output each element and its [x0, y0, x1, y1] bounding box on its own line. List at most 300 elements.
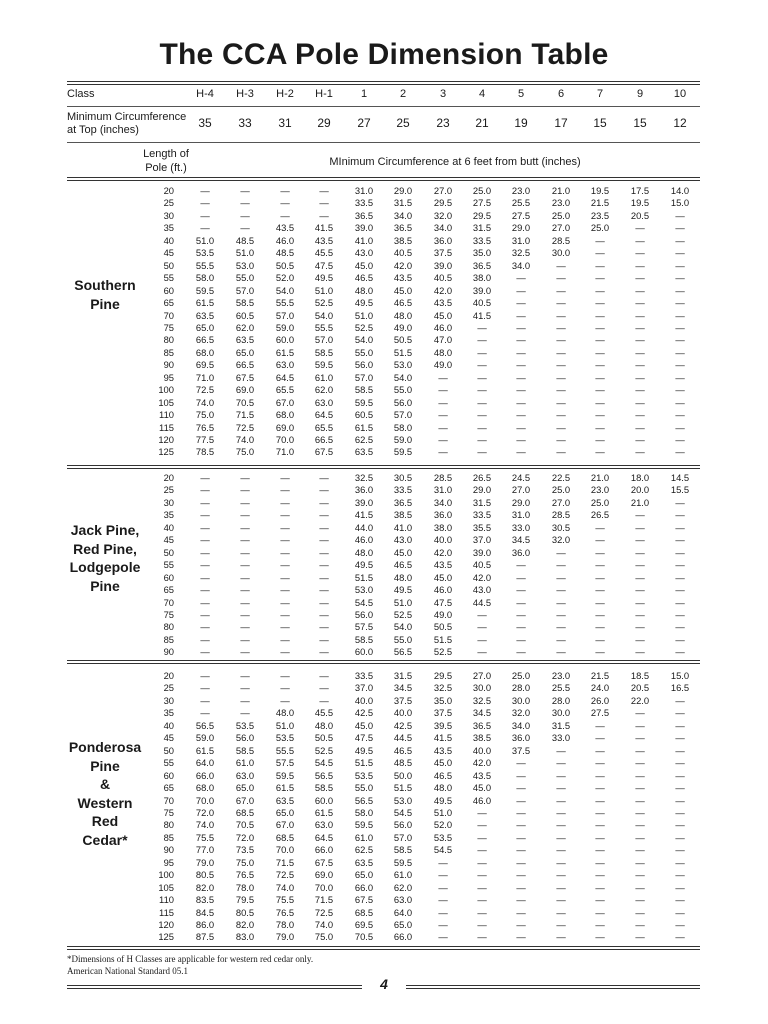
- circumference-cell: —: [635, 321, 645, 333]
- circumference-cell: 61.5: [195, 744, 215, 756]
- circumference-cell: —: [200, 472, 210, 483]
- circumference-cell: 69.0: [314, 869, 334, 881]
- circumference-cell: —: [556, 757, 566, 769]
- pole-length-cell: 95: [163, 856, 174, 868]
- species-name-line: Red Pine,: [73, 540, 137, 557]
- circumference-cell: 53.5: [354, 769, 374, 781]
- circumference-cell: 61.0: [235, 757, 255, 769]
- circumference-cell: 55.0: [393, 633, 413, 645]
- circumference-cell: 65.0: [275, 806, 295, 818]
- pole-length-cell: 90: [163, 646, 174, 658]
- circumference-cell: —: [675, 744, 685, 756]
- circumference-cell: 38.0: [472, 272, 492, 284]
- circumference-cell: 74.0: [195, 819, 215, 831]
- circumference-cell: —: [635, 396, 645, 408]
- circumference-cell: 51.0: [235, 247, 255, 259]
- circumference-cell: 28.5: [551, 509, 571, 521]
- circumference-cell: 66.5: [235, 359, 255, 371]
- circumference-cell: —: [438, 906, 448, 918]
- circumference-cell: 37.5: [433, 247, 453, 259]
- circumference-cell: 40.5: [433, 272, 453, 284]
- circumference-cell: 42.5: [393, 719, 413, 731]
- table-bottom-rule: [67, 946, 700, 947]
- circumference-cell: —: [280, 496, 290, 508]
- circumference-cell: 48.0: [433, 782, 453, 794]
- circumference-cell: 27.0: [511, 484, 531, 496]
- circumference-cell: —: [635, 707, 645, 719]
- circumference-cell: 55.5: [275, 744, 295, 756]
- circumference-cell: 63.5: [354, 446, 374, 458]
- pole-length-cell: 35: [163, 707, 174, 719]
- circumference-cell: 65.5: [275, 384, 295, 396]
- circumference-cell: 34.5: [511, 534, 531, 546]
- circumference-cell: 32.0: [433, 209, 453, 221]
- circumference-cell: —: [516, 559, 526, 571]
- pole-length-cell: 30: [163, 694, 174, 706]
- class-header-cell: 9: [636, 88, 644, 100]
- species-name-line: Pine: [90, 295, 120, 312]
- circumference-cell: —: [595, 919, 605, 930]
- circumference-cell: —: [240, 197, 250, 209]
- pole-length-cell: 40: [163, 719, 174, 731]
- circumference-cell: —: [516, 297, 526, 309]
- circumference-cell: 63.5: [235, 334, 255, 346]
- circumference-cell: —: [556, 596, 566, 608]
- circumference-cell: 66.0: [314, 844, 334, 856]
- circumference-cell: —: [635, 782, 645, 794]
- circumference-cell: 65.0: [195, 321, 215, 333]
- circumference-cell: —: [556, 559, 566, 571]
- circumference-cell: 58.5: [235, 744, 255, 756]
- circumference-cell: 42.0: [393, 259, 413, 271]
- circumference-cell: 33.5: [393, 484, 413, 496]
- circumference-cell: 51.5: [354, 757, 374, 769]
- class-header-cell: H-1: [315, 88, 333, 100]
- circumference-cell: 77.0: [195, 844, 215, 856]
- pole-length-cell: 60: [163, 284, 174, 296]
- circumference-cell: —: [595, 272, 605, 284]
- circumference-cell: —: [240, 559, 250, 571]
- circumference-cell: 76.5: [275, 906, 295, 918]
- section-separator-2: [67, 663, 700, 664]
- circumference-cell: 46.0: [472, 794, 492, 806]
- circumference-cell: —: [675, 359, 685, 371]
- circumference-cell: —: [675, 247, 685, 259]
- circumference-cell: —: [635, 509, 645, 521]
- circumference-cell: 48.5: [275, 247, 295, 259]
- circumference-cell: —: [556, 894, 566, 906]
- circumference-cell: —: [635, 769, 645, 781]
- circumference-cell: 34.0: [433, 222, 453, 234]
- circumference-cell: 25.0: [472, 185, 492, 196]
- circumference-cell: 62.0: [235, 321, 255, 333]
- circumference-cell: —: [595, 806, 605, 818]
- circumference-cell: —: [516, 409, 526, 421]
- circumference-cell: 40.5: [472, 559, 492, 571]
- circumference-cell: 53.5: [275, 732, 295, 744]
- circumference-cell: —: [319, 484, 329, 496]
- pole-length-cell: 125: [158, 931, 174, 943]
- circumference-cell: —: [319, 197, 329, 209]
- circumference-cell: —: [595, 831, 605, 843]
- circumference-cell: 67.5: [235, 371, 255, 383]
- circumference-cell: —: [595, 596, 605, 608]
- circumference-cell: 36.0: [433, 509, 453, 521]
- circumference-cell: 42.0: [433, 546, 453, 558]
- pole-length-cell: 70: [163, 596, 174, 608]
- circumference-cell: —: [477, 831, 487, 843]
- circumference-cell: —: [516, 646, 526, 658]
- circumference-cell: 79.0: [195, 856, 215, 868]
- circumference-cell: 49.0: [393, 321, 413, 333]
- circumference-cell: —: [635, 646, 645, 658]
- circumference-cell: 29.0: [511, 222, 531, 234]
- circumference-cell: 44.0: [354, 521, 374, 533]
- circumference-cell: —: [516, 633, 526, 645]
- circumference-cell: —: [675, 856, 685, 868]
- circumference-cell: 71.5: [235, 409, 255, 421]
- circumference-cell: 66.5: [314, 434, 334, 445]
- pole-length-cell: 85: [163, 346, 174, 358]
- circumference-cell: —: [200, 584, 210, 596]
- circumference-cell: 43.5: [433, 297, 453, 309]
- pole-length-cell: 80: [163, 334, 174, 346]
- circumference-cell: —: [635, 284, 645, 296]
- circumference-cell: —: [675, 209, 685, 221]
- circumference-cell: 46.5: [354, 272, 374, 284]
- circumference-cell: —: [516, 396, 526, 408]
- circumference-cell: —: [556, 769, 566, 781]
- circumference-cell: —: [556, 359, 566, 371]
- circumference-cell: 72.0: [235, 831, 255, 843]
- circumference-cell: —: [675, 794, 685, 806]
- circumference-cell: —: [635, 534, 645, 546]
- species-name-line: &: [99, 776, 111, 792]
- circumference-cell: 31.0: [354, 185, 374, 196]
- circumference-cell: —: [319, 546, 329, 558]
- pole-length-cell: 35: [163, 222, 174, 234]
- circumference-cell: —: [477, 396, 487, 408]
- circumference-cell: 45.0: [393, 546, 413, 558]
- circumference-cell: —: [516, 272, 526, 284]
- circumference-cell: —: [200, 646, 210, 658]
- circumference-cell: —: [595, 521, 605, 533]
- circumference-cell: —: [675, 521, 685, 533]
- circumference-cell: 50.0: [393, 769, 413, 781]
- circumference-cell: 25.0: [590, 222, 610, 234]
- circumference-cell: —: [635, 384, 645, 396]
- circumference-cell: 69.5: [195, 359, 215, 371]
- circumference-cell: —: [556, 608, 566, 620]
- circumference-cell: 63.0: [275, 359, 295, 371]
- circumference-cell: 64.5: [314, 831, 334, 843]
- circumference-cell: 71.5: [275, 856, 295, 868]
- circumference-cell: 34.0: [511, 719, 531, 731]
- circumference-cell: —: [675, 297, 685, 309]
- circumference-cell: 33.5: [354, 197, 374, 209]
- circumference-cell: —: [556, 396, 566, 408]
- circumference-cell: —: [319, 509, 329, 521]
- class-header-cell: 6: [557, 88, 565, 100]
- circumference-cell: 30.0: [511, 694, 531, 706]
- circumference-cell: —: [516, 856, 526, 868]
- circumference-cell: —: [240, 496, 250, 508]
- circumference-cell: 46.0: [433, 584, 453, 596]
- circumference-cell: —: [595, 881, 605, 893]
- circumference-cell: 31.5: [393, 197, 413, 209]
- circumference-cell: 75.0: [195, 409, 215, 421]
- class-header-cell: 2: [399, 88, 407, 100]
- circumference-cell: —: [280, 521, 290, 533]
- circumference-cell: 21.5: [590, 670, 610, 681]
- circumference-cell: 40.0: [472, 744, 492, 756]
- circumference-cell: 57.0: [235, 284, 255, 296]
- circumference-cell: 34.0: [393, 209, 413, 221]
- circumference-cell: —: [438, 409, 448, 421]
- circumference-cell: 64.0: [393, 906, 413, 918]
- circumference-cell: 42.0: [472, 571, 492, 583]
- circumference-cell: 63.0: [314, 819, 334, 831]
- circumference-cell: 25.5: [551, 682, 571, 694]
- circumference-cell: —: [595, 321, 605, 333]
- circumference-cell: 49.5: [314, 272, 334, 284]
- pole-length-cell: 20: [163, 670, 174, 681]
- circumference-cell: —: [675, 906, 685, 918]
- pole-length-cell: 80: [163, 819, 174, 831]
- circumference-cell: —: [675, 434, 685, 445]
- circumference-cell: —: [280, 509, 290, 521]
- circumference-cell: —: [675, 409, 685, 421]
- circumference-cell: 63.5: [195, 309, 215, 321]
- circumference-cell: 53.0: [235, 259, 255, 271]
- circumference-cell: —: [635, 371, 645, 383]
- circumference-cell: 78.0: [235, 881, 255, 893]
- circumference-cell: 53.5: [433, 831, 453, 843]
- circumference-cell: —: [200, 521, 210, 533]
- circumference-cell: —: [595, 819, 605, 831]
- circumference-cell: 32.5: [472, 694, 492, 706]
- pole-length-cell: 85: [163, 831, 174, 843]
- circumference-cell: 34.0: [511, 259, 531, 271]
- circumference-cell: —: [556, 272, 566, 284]
- circumference-cell: 62.5: [354, 844, 374, 856]
- circumference-cell: 61.5: [354, 421, 374, 433]
- circumference-cell: —: [477, 371, 487, 383]
- circumference-cell: 31.5: [472, 496, 492, 508]
- circumference-cell: —: [556, 782, 566, 794]
- header-top-rule: [67, 81, 700, 82]
- circumference-cell: 61.5: [275, 346, 295, 358]
- circumference-cell: 43.0: [472, 584, 492, 596]
- circumference-cell: —: [635, 546, 645, 558]
- circumference-cell: —: [635, 334, 645, 346]
- circumference-cell: —: [477, 919, 487, 930]
- circumference-cell: 71.0: [195, 371, 215, 383]
- min-top-value: 17: [554, 116, 568, 130]
- circumference-cell: —: [319, 621, 329, 633]
- pole-length-cell: 100: [158, 869, 174, 881]
- page-number-rule-right-2: [406, 988, 700, 989]
- circumference-cell: 33.0: [551, 732, 571, 744]
- circumference-cell: 70.0: [275, 434, 295, 445]
- pole-length-cell: 95: [163, 371, 174, 383]
- pole-length-cell: 30: [163, 209, 174, 221]
- circumference-cell: 57.0: [314, 334, 334, 346]
- circumference-cell: 79.5: [235, 894, 255, 906]
- circumference-cell: —: [477, 856, 487, 868]
- circumference-cell: 56.0: [354, 359, 374, 371]
- subheader-rule-2: [67, 180, 700, 181]
- circumference-cell: 43.5: [393, 272, 413, 284]
- circumference-cell: —: [240, 707, 250, 719]
- circumference-cell: —: [240, 222, 250, 234]
- circumference-cell: 36.5: [472, 719, 492, 731]
- circumference-cell: 28.5: [551, 234, 571, 246]
- circumference-cell: 51.0: [354, 309, 374, 321]
- pole-length-cell: 65: [163, 297, 174, 309]
- circumference-cell: —: [635, 621, 645, 633]
- circumference-cell: 61.5: [195, 297, 215, 309]
- circumference-cell: 67.0: [275, 396, 295, 408]
- circumference-cell: 29.5: [472, 209, 492, 221]
- circumference-cell: —: [595, 869, 605, 881]
- circumference-cell: —: [516, 584, 526, 596]
- circumference-cell: —: [319, 472, 329, 483]
- circumference-cell: 56.5: [354, 794, 374, 806]
- circumference-cell: —: [516, 309, 526, 321]
- circumference-cell: —: [556, 571, 566, 583]
- circumference-cell: 78.5: [195, 446, 215, 458]
- circumference-cell: 72.5: [195, 384, 215, 396]
- circumference-cell: 27.0: [472, 670, 492, 681]
- circumference-cell: 36.0: [433, 234, 453, 246]
- circumference-cell: —: [675, 919, 685, 930]
- circumference-cell: 23.0: [551, 670, 571, 681]
- circumference-cell: —: [477, 608, 487, 620]
- circumference-cell: —: [595, 844, 605, 856]
- circumference-cell: —: [556, 434, 566, 445]
- circumference-cell: —: [516, 371, 526, 383]
- circumference-cell: —: [280, 694, 290, 706]
- pole-length-cell: 125: [158, 446, 174, 458]
- circumference-cell: 39.0: [354, 222, 374, 234]
- circumference-cell: —: [200, 209, 210, 221]
- circumference-cell: 28.0: [551, 694, 571, 706]
- circumference-cell: 50.5: [433, 621, 453, 633]
- circumference-cell: —: [516, 782, 526, 794]
- circumference-cell: —: [516, 894, 526, 906]
- circumference-cell: 51.0: [195, 234, 215, 246]
- pole-length-cell: 25: [163, 197, 174, 209]
- circumference-cell: —: [675, 707, 685, 719]
- pole-length-cell: 50: [163, 259, 174, 271]
- circumference-cell: —: [595, 384, 605, 396]
- circumference-cell: —: [200, 670, 210, 681]
- circumference-cell: 64.5: [275, 371, 295, 383]
- min-top-value: 23: [436, 116, 450, 130]
- circumference-cell: 54.0: [275, 284, 295, 296]
- circumference-cell: 68.5: [235, 806, 255, 818]
- circumference-cell: —: [240, 484, 250, 496]
- circumference-cell: 20.5: [630, 209, 650, 221]
- circumference-cell: —: [200, 571, 210, 583]
- circumference-cell: —: [477, 621, 487, 633]
- circumference-cell: —: [675, 732, 685, 744]
- circumference-cell: 53.0: [354, 584, 374, 596]
- class-header-cell: H-3: [236, 88, 254, 100]
- pole-length-cell: 45: [163, 732, 174, 744]
- species-name-line: Cedar*: [82, 831, 128, 848]
- circumference-cell: —: [280, 546, 290, 558]
- circumference-cell: 49.5: [393, 584, 413, 596]
- circumference-cell: 74.0: [235, 434, 255, 445]
- circumference-cell: 72.5: [275, 869, 295, 881]
- circumference-cell: —: [635, 633, 645, 645]
- circumference-cell: —: [280, 633, 290, 645]
- circumference-cell: —: [516, 571, 526, 583]
- circumference-cell: 72.0: [195, 806, 215, 818]
- circumference-cell: —: [200, 496, 210, 508]
- circumference-cell: 43.5: [472, 769, 492, 781]
- circumference-cell: —: [280, 584, 290, 596]
- min-top-value: 31: [278, 116, 292, 130]
- circumference-cell: —: [675, 446, 685, 458]
- circumference-cell: —: [516, 869, 526, 881]
- min-top-value: 15: [633, 116, 647, 130]
- circumference-cell: —: [280, 559, 290, 571]
- circumference-cell: —: [240, 596, 250, 608]
- circumference-cell: —: [280, 534, 290, 546]
- circumference-cell: 68.0: [275, 409, 295, 421]
- circumference-cell: —: [595, 608, 605, 620]
- circumference-cell: —: [556, 546, 566, 558]
- pole-length-cell: 40: [163, 234, 174, 246]
- circumference-cell: 30.0: [472, 682, 492, 694]
- species-name-line: Red: [91, 813, 119, 829]
- length-label-line2: Pole (ft.): [145, 162, 187, 174]
- circumference-cell: 74.0: [275, 881, 295, 893]
- circumference-cell: 43.5: [275, 222, 295, 234]
- circumference-cell: 50.5: [393, 334, 413, 346]
- circumference-cell: —: [516, 794, 526, 806]
- circumference-cell: 49.5: [433, 794, 453, 806]
- circumference-cell: 66.0: [354, 881, 374, 893]
- circumference-cell: 39.0: [354, 496, 374, 508]
- circumference-cell: —: [595, 409, 605, 421]
- circumference-cell: 65.0: [354, 869, 374, 881]
- footnote-asterisk: *Dimensions of H Classes are applicable for western red cedar only.: [67, 954, 314, 964]
- circumference-cell: —: [200, 559, 210, 571]
- circumference-cell: 57.5: [275, 757, 295, 769]
- circumference-cell: —: [595, 894, 605, 906]
- circumference-cell: —: [635, 744, 645, 756]
- circumference-cell: 39.5: [433, 719, 453, 731]
- circumference-cell: 27.5: [472, 197, 492, 209]
- circumference-cell: —: [438, 446, 448, 458]
- circumference-cell: 65.0: [235, 782, 255, 794]
- circumference-cell: —: [516, 831, 526, 843]
- circumference-cell: 15.0: [670, 670, 690, 681]
- circumference-cell: 40.0: [433, 534, 453, 546]
- circumference-cell: —: [635, 272, 645, 284]
- circumference-cell: —: [556, 284, 566, 296]
- circumference-cell: 30.0: [551, 247, 571, 259]
- circumference-cell: 22.5: [551, 472, 571, 483]
- circumference-cell: 59.5: [393, 856, 413, 868]
- circumference-cell: 36.0: [354, 484, 374, 496]
- page-number: 4: [380, 976, 388, 992]
- circumference-cell: 54.5: [393, 806, 413, 818]
